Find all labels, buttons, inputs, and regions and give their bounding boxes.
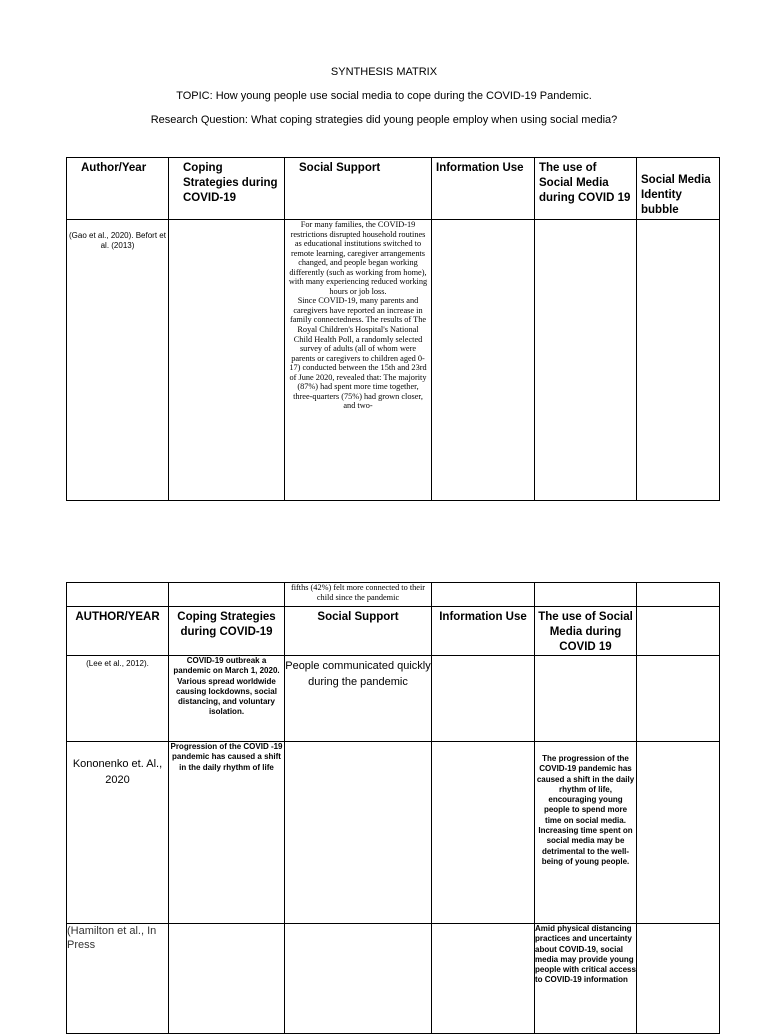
- research-question: Research Question: What coping strategies did young people employ when using social media?: [150, 114, 618, 126]
- synthesis-table-2: [66, 582, 720, 1034]
- social-support-cell: [285, 742, 432, 924]
- media-cell: [535, 220, 637, 501]
- identity-cell: [637, 220, 720, 501]
- col-social-support: Social Support: [285, 607, 432, 656]
- table-row: [67, 742, 720, 924]
- media-cell: The progression of the COVID-19 pandemic has caused a shift in the daily rhythm of life, encouraging young people to spend more time on social media. Increasing time spent on social media may be detrimental to the well-being of young people.: [535, 742, 637, 924]
- media-cell: [535, 656, 637, 742]
- table-row: [67, 220, 720, 501]
- col-coping-strategies: Coping Strategies during COVID-19: [169, 607, 285, 656]
- social-support-cell: [285, 220, 432, 501]
- col-coping-strategies: Coping Strategies during COVID-19: [169, 158, 285, 220]
- social-support-cell: People communicated quickly during the pandemic: [285, 656, 432, 742]
- col-social-media-use: The use of Social Media during COVID 19: [535, 607, 637, 656]
- col-information-use: Information Use: [432, 158, 535, 220]
- col-identity-bubble: Social Media Identity bubble: [637, 158, 720, 220]
- header-row: [67, 158, 720, 220]
- col-social-support: Social Support: [285, 158, 432, 220]
- empty-cell: [432, 583, 535, 607]
- table-row: [67, 656, 720, 742]
- carryover-row: [67, 583, 720, 607]
- social-support-text: For many families, the COVID-19 restrictions disrupted household routines as educational institutions switched to remote learning, caregiver arrangements changed, and people began working differently (such as working from home), with many experiencing reduced working hours or job loss.: [288, 220, 428, 296]
- author-cell: (Hamilton et al., In Press: [67, 924, 169, 1034]
- identity-cell: [637, 656, 720, 742]
- information-cell: [432, 656, 535, 742]
- empty-cell: [67, 583, 169, 607]
- social-support-text-continued: Since COVID-19, many parents and caregivers have reported an increase in family connectedness. The results of The Royal Children's Hospital's National Child Health Poll, a randomly selected survey of adults (all of whom were parents or caregivers to children aged 0-17) conducted between the 15th and 23rd of June 2020, revealed that: The majority (87%) had spent more time together, three-quarters (75%) had grown closer, and two-: [289, 296, 427, 411]
- col-information-use: Information Use: [432, 607, 535, 656]
- social-support-cell: [285, 924, 432, 1034]
- coping-cell: COVID-19 outbreak a pandemic on March 1, 2020. Various spread worldwide causing lockdowns, social distancing, and voluntary isolation.: [169, 656, 285, 742]
- coping-cell: [169, 924, 285, 1034]
- information-cell: [432, 924, 535, 1034]
- coping-cell: Progression of the COVID -19 pandemic has caused a shift in the daily rhythm of life: [169, 742, 285, 924]
- empty-cell: [169, 583, 285, 607]
- information-cell: [432, 742, 535, 924]
- empty-cell: [637, 583, 720, 607]
- header-row: [67, 607, 720, 656]
- col-author-year: Author/Year: [67, 158, 169, 220]
- col-blank: [637, 607, 720, 656]
- identity-cell: [637, 924, 720, 1034]
- identity-cell: [637, 742, 720, 924]
- author-cell: Kononenko et. Al., 2020: [67, 742, 169, 924]
- empty-cell: [535, 583, 637, 607]
- author-cell: (Lee et al., 2012).: [67, 656, 169, 742]
- col-social-media-use: The use of Social Media during COVID 19: [535, 158, 637, 220]
- media-cell: Amid physical distancing practices and uncertainty about COVID-19, social media may provide young people with critical access to COVID-19 information: [535, 924, 637, 1034]
- carryover-text: fifths (42%) felt more connected to their child since the pandemic: [285, 583, 432, 607]
- author-cell: (Gao et al., 2020). Befort et al. (2013): [67, 220, 169, 501]
- table-row: [67, 924, 720, 1034]
- information-cell: [432, 220, 535, 501]
- col-author-year: AUTHOR/YEAR: [67, 607, 169, 656]
- topic-line: TOPIC: How young people use social media to cope during the COVID-19 Pandemic.: [176, 90, 592, 102]
- document-title: SYNTHESIS MATRIX: [330, 66, 438, 78]
- coping-cell: [169, 220, 285, 501]
- synthesis-table-1: [66, 157, 720, 501]
